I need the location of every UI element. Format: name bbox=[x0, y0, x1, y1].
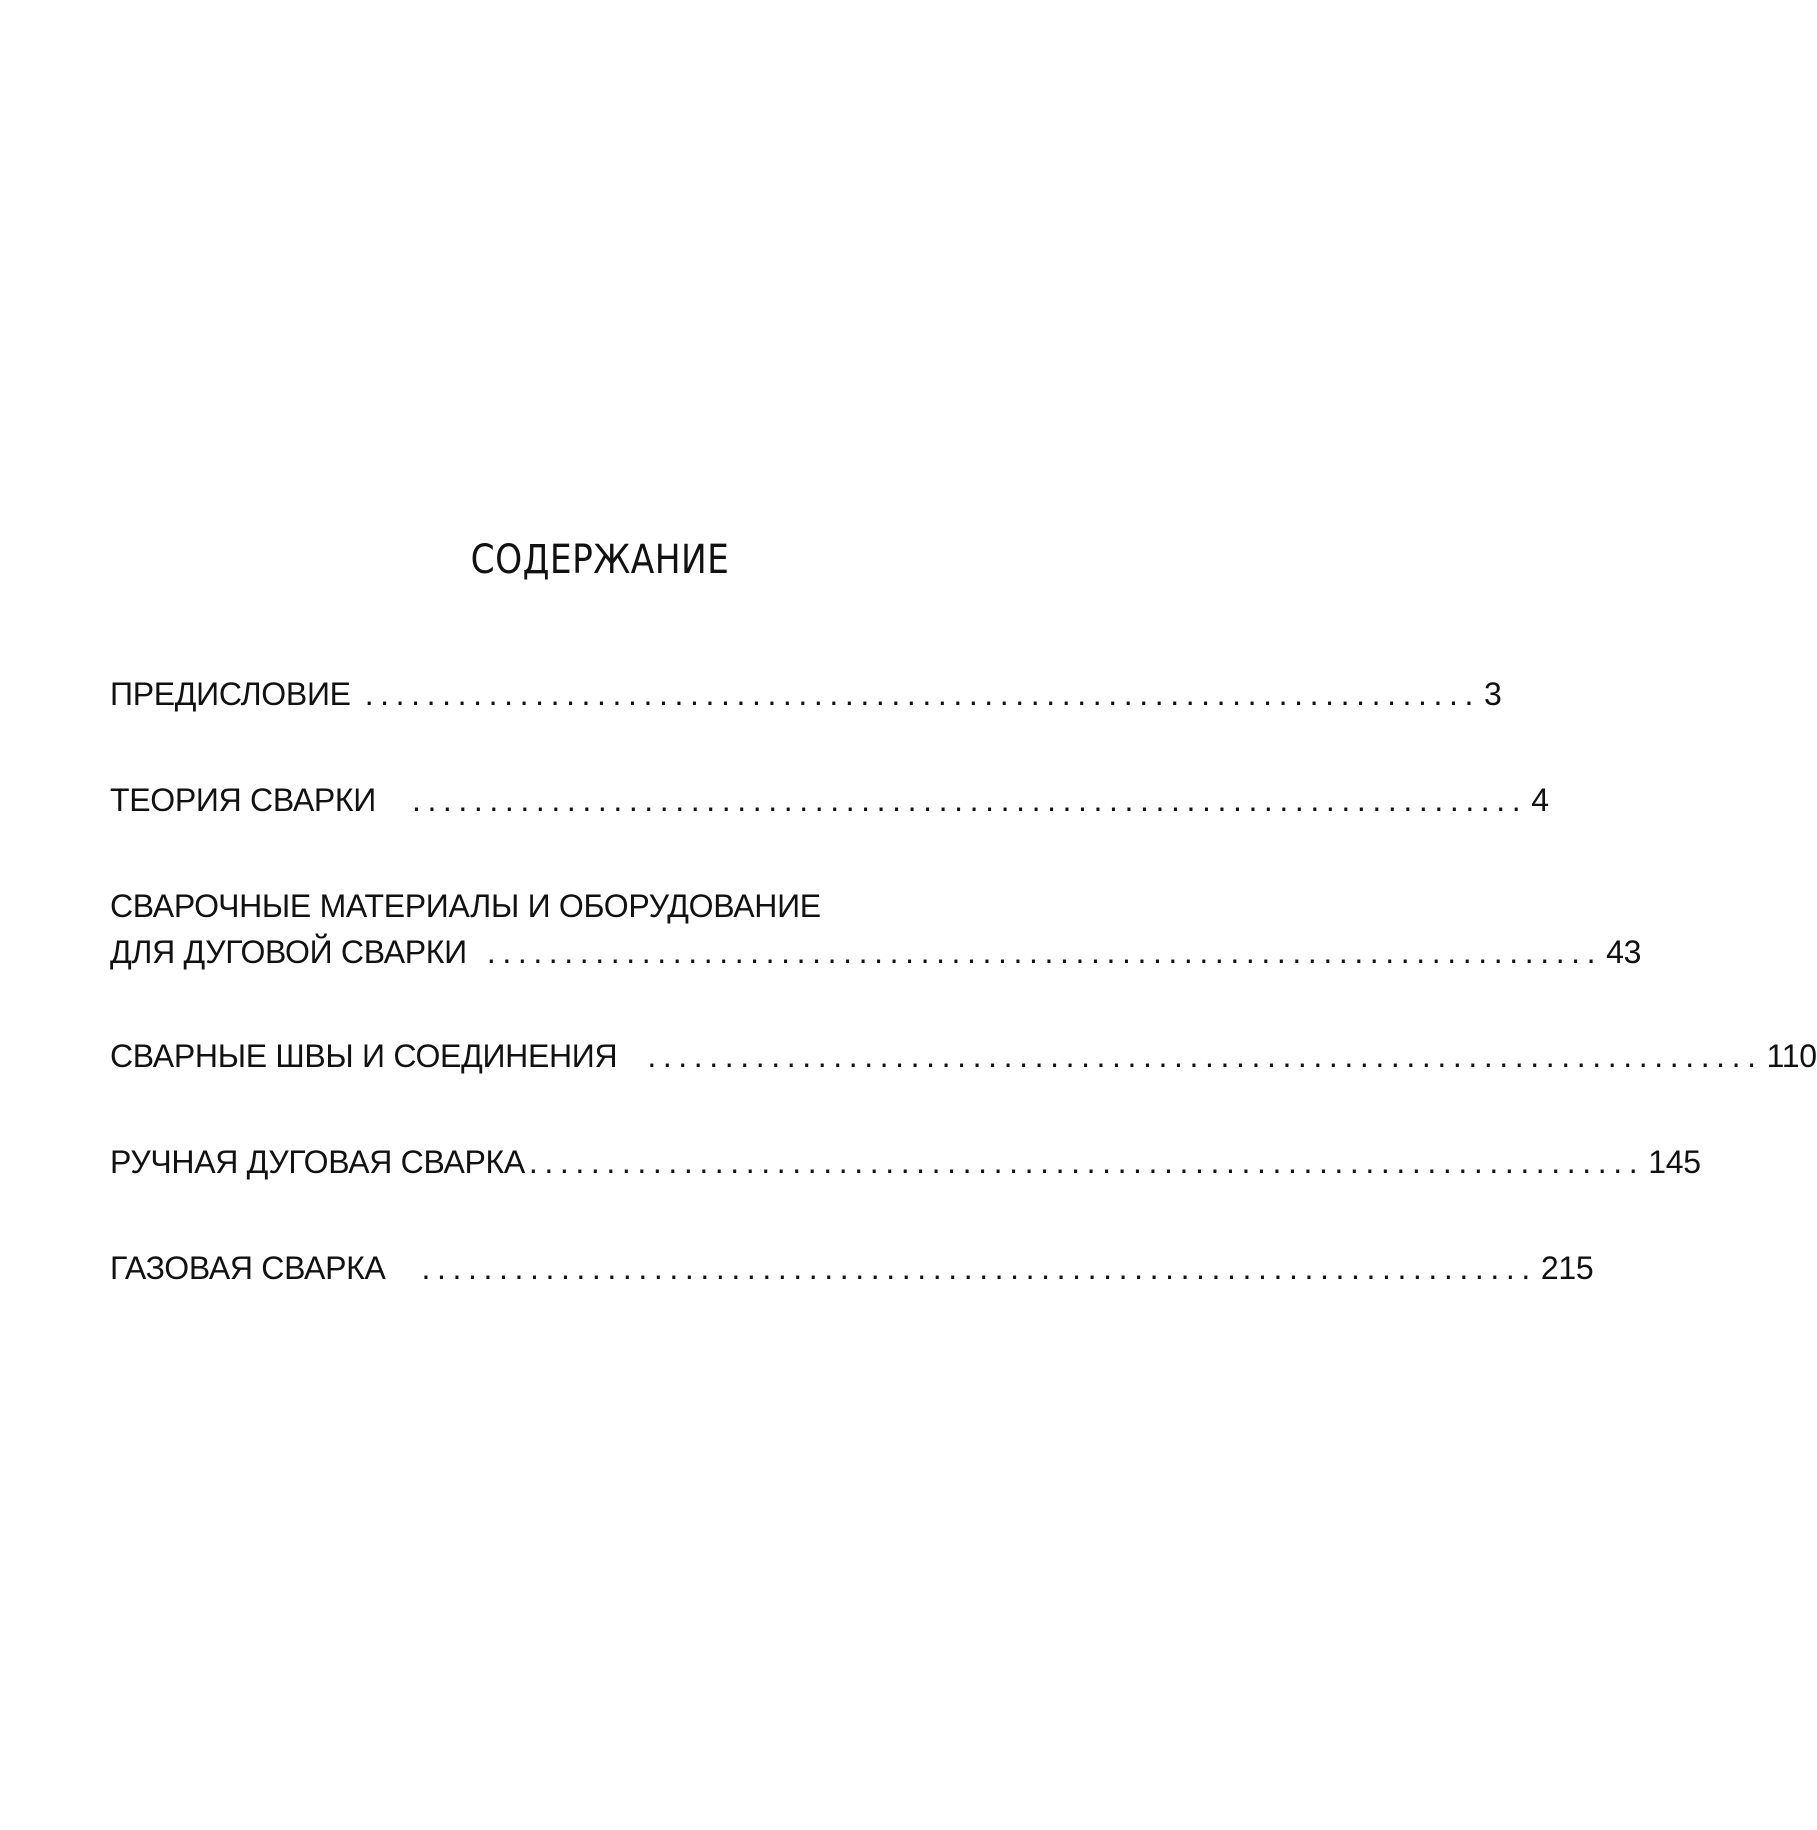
toc-page-number: 3 bbox=[1484, 676, 1502, 712]
toc-entry-title: ПРЕДИСЛОВИЕ bbox=[110, 676, 351, 712]
toc-entry-title: СВАРНЫЕ ШВЫ И СОЕДИНЕНИЯ bbox=[110, 1038, 618, 1074]
toc-entry-title: ДЛЯ ДУГОВОЙ СВАРКИ bbox=[110, 934, 467, 970]
toc-page-number: 145 bbox=[1648, 1144, 1701, 1180]
toc-entry bbox=[110, 1142, 1701, 1182]
toc-dot-leader: ........................................................................ bbox=[421, 1250, 1537, 1286]
toc-page-number: 43 bbox=[1606, 934, 1642, 970]
toc-entry-line bbox=[110, 932, 1642, 972]
toc-entry bbox=[110, 886, 1642, 972]
toc-title: СОДЕРЖАНИЕ bbox=[470, 537, 730, 583]
toc-entry-title: РУЧНАЯ ДУГОВАЯ СВАРКА bbox=[110, 1144, 525, 1180]
toc-entry-title: ТЕОРИЯ СВАРКИ bbox=[110, 782, 376, 818]
toc-entry bbox=[110, 1248, 1594, 1288]
toc-entry-line bbox=[110, 1036, 1817, 1076]
toc-page-number: 4 bbox=[1531, 782, 1549, 818]
toc-dot-leader: ........................................................................ bbox=[486, 934, 1603, 970]
toc-entry-title-line1: СВАРОЧНЫЕ МАТЕРИАЛЫ И ОБОРУДОВАНИЕ bbox=[110, 888, 821, 924]
toc-page-number: 110 bbox=[1766, 1038, 1817, 1074]
toc-entry-title: ГАЗОВАЯ СВАРКА bbox=[110, 1250, 386, 1286]
toc-entry-line bbox=[110, 1142, 1701, 1182]
toc-entry-line bbox=[110, 1248, 1594, 1288]
toc-dot-leader: ........................................................................ bbox=[528, 1144, 1645, 1180]
toc-entry bbox=[110, 674, 1502, 714]
toc-dot-leader: ........................................................................ bbox=[647, 1038, 1763, 1074]
toc-entry-line bbox=[110, 780, 1549, 820]
toc-dot-leader: ........................................................................ bbox=[364, 676, 1481, 712]
toc-entry-line bbox=[110, 674, 1502, 714]
toc-page-number: 215 bbox=[1540, 1250, 1594, 1286]
toc-entry bbox=[110, 780, 1549, 820]
toc-entry bbox=[110, 1036, 1817, 1076]
toc-dot-leader: ........................................................................ bbox=[411, 782, 1528, 818]
